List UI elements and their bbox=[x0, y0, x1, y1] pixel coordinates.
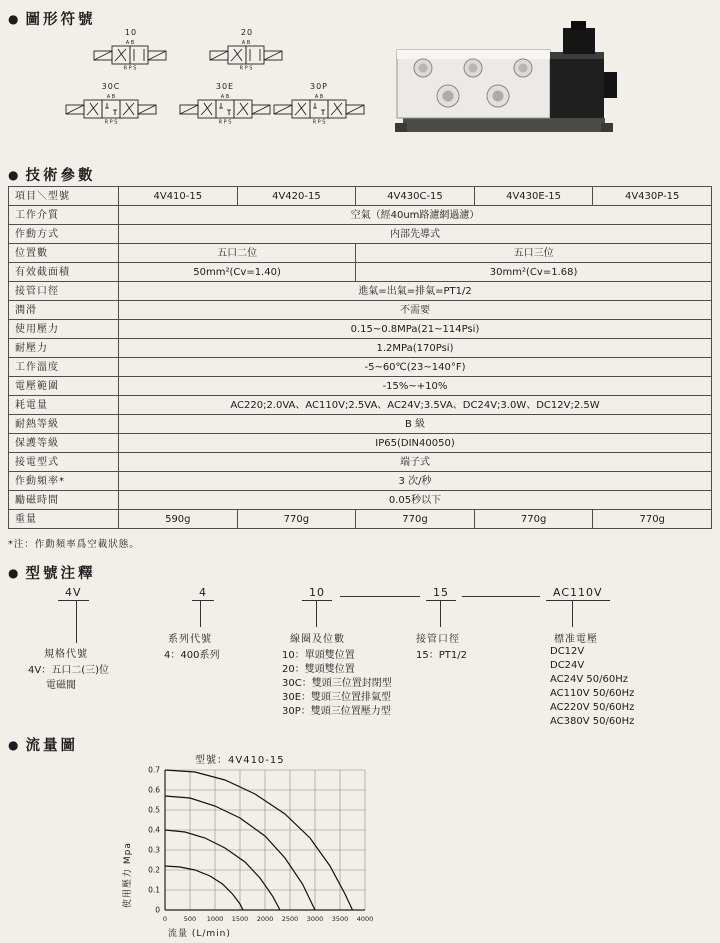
specs-table-wrap bbox=[8, 186, 712, 529]
connector-line bbox=[340, 596, 420, 597]
connector-line bbox=[316, 601, 317, 627]
valve-schematic-icon bbox=[202, 38, 292, 70]
flow-chart bbox=[110, 764, 410, 926]
flow-curve bbox=[165, 770, 353, 910]
spec-value: 五口三位 bbox=[356, 244, 712, 263]
spec-label: 耐壓力 bbox=[9, 339, 119, 358]
model-group-line: 電磁閥 bbox=[46, 680, 76, 691]
spec-value: IP65(DIN40050) bbox=[119, 434, 712, 453]
svg-text:1500: 1500 bbox=[231, 915, 249, 923]
spec-value: 1.2MPa(170Psi) bbox=[119, 339, 712, 358]
model-group-title: 系列代號 bbox=[168, 634, 212, 645]
table-row bbox=[9, 244, 712, 263]
spec-value: 0.15~0.8MPa(21~114Psi) bbox=[119, 320, 712, 339]
flow-chart-xlabel: 流量 (L/min) bbox=[168, 929, 231, 939]
flow-chart-model-label: 型號：4V410-15 bbox=[195, 755, 285, 766]
model-header: 4V430C-15 bbox=[356, 187, 475, 206]
valve-symbol-30C bbox=[56, 82, 166, 124]
model-group-line: AC380V 50/60Hz bbox=[550, 716, 635, 727]
model-header: 4V410-15 bbox=[119, 187, 238, 206]
table-row bbox=[9, 472, 712, 491]
spec-value: 770g bbox=[593, 510, 712, 529]
spec-value: 770g bbox=[237, 510, 356, 529]
model-group-line: 4V：五口二(三)位 bbox=[28, 665, 110, 676]
bullet-icon: ● bbox=[8, 167, 19, 182]
spec-value: 770g bbox=[474, 510, 593, 529]
spec-value: -15%~+10% bbox=[119, 377, 712, 396]
svg-text:3500: 3500 bbox=[331, 915, 349, 923]
spec-label: 接電型式 bbox=[9, 453, 119, 472]
spec-value: 50mm²(Cv=1.40) bbox=[119, 263, 356, 282]
svg-text:500: 500 bbox=[183, 915, 197, 923]
model-notation-diagram bbox=[0, 584, 720, 734]
svg-text:0: 0 bbox=[162, 915, 168, 923]
model-group-title: 規格代號 bbox=[44, 649, 88, 660]
symbol-label: 10 bbox=[124, 28, 138, 37]
spec-value: 空氣（經40um路濾網過濾） bbox=[119, 206, 712, 225]
valve-schematic-icon bbox=[56, 92, 166, 124]
bullet-icon: ● bbox=[8, 11, 19, 26]
spec-value: 五口二位 bbox=[119, 244, 356, 263]
valve-symbol-10 bbox=[86, 28, 176, 70]
spec-label: 潤滑 bbox=[9, 301, 119, 320]
svg-text:0.7: 0.7 bbox=[148, 765, 160, 775]
connector-line bbox=[200, 601, 201, 627]
section-header-flow bbox=[8, 734, 78, 755]
flow-curve bbox=[165, 866, 243, 910]
section-title-flow: 流量圖 bbox=[25, 738, 78, 754]
spec-value: 不需要 bbox=[119, 301, 712, 320]
connector-line bbox=[572, 601, 573, 627]
spec-value: AC220;2.0VA、AC110V;2.5VA、AC24V;3.5VA、DC24V;3.0W、DC12V;2.5W bbox=[119, 396, 712, 415]
specs-table bbox=[8, 186, 712, 529]
connector-line bbox=[440, 601, 441, 627]
table-row bbox=[9, 453, 712, 472]
table-row bbox=[9, 301, 712, 320]
model-group-line: 30P：雙頭三位置壓力型 bbox=[282, 706, 391, 717]
svg-text:0.4: 0.4 bbox=[148, 825, 160, 835]
section-header-specs bbox=[8, 164, 95, 185]
svg-text:3000: 3000 bbox=[306, 915, 324, 923]
spec-label: 使用壓力 bbox=[9, 320, 119, 339]
spec-label: 作動方式 bbox=[9, 225, 119, 244]
spec-label: 重量 bbox=[9, 510, 119, 529]
connector-line bbox=[462, 596, 540, 597]
spec-value: 590g bbox=[119, 510, 238, 529]
spec-value: 内部先導式 bbox=[119, 225, 712, 244]
svg-text:1000: 1000 bbox=[206, 915, 224, 923]
spec-label: 保護等級 bbox=[9, 434, 119, 453]
spec-label: 工作介質 bbox=[9, 206, 119, 225]
flow-chart-ylabel: 使用壓力 Mpa bbox=[123, 842, 133, 908]
symbol-label: 30E bbox=[215, 82, 235, 91]
spec-label: 工作溫度 bbox=[9, 358, 119, 377]
model-group-line: 4：400系列 bbox=[164, 650, 220, 661]
spec-label: 電壓範圍 bbox=[9, 377, 119, 396]
table-row bbox=[9, 434, 712, 453]
model-code-10: 10 bbox=[302, 586, 332, 601]
spec-label: 作動頻率* bbox=[9, 472, 119, 491]
svg-text:0: 0 bbox=[155, 905, 160, 915]
bullet-icon: ● bbox=[8, 737, 19, 752]
model-group-line: 30E：雙頭三位置排氣型 bbox=[282, 692, 392, 703]
spec-label: 耐熱等級 bbox=[9, 415, 119, 434]
svg-text:2000: 2000 bbox=[256, 915, 274, 923]
table-row bbox=[9, 206, 712, 225]
spec-value: 端子式 bbox=[119, 453, 712, 472]
model-code-15: 15 bbox=[426, 586, 456, 601]
section-header-model bbox=[8, 562, 95, 583]
svg-text:4000: 4000 bbox=[356, 915, 374, 923]
table-row bbox=[9, 263, 712, 282]
connector-line bbox=[76, 601, 77, 643]
table-header-row bbox=[9, 187, 712, 206]
valve-symbol-30P bbox=[264, 82, 374, 124]
model-group-title: 線圈及位數 bbox=[290, 634, 345, 645]
spec-value: 3 次/秒 bbox=[119, 472, 712, 491]
model-code-AC110V: AC110V bbox=[546, 586, 610, 601]
model-group-line: AC220V 50/60Hz bbox=[550, 702, 635, 713]
spec-label: 位置數 bbox=[9, 244, 119, 263]
valve-schematic-icon bbox=[86, 38, 176, 70]
svg-text:0.2: 0.2 bbox=[148, 865, 160, 875]
spec-value: 進氣=出氣=排氣=PT1/2 bbox=[119, 282, 712, 301]
specs-footnote: *注：作動頻率爲空載狀態。 bbox=[8, 539, 140, 550]
table-row bbox=[9, 415, 712, 434]
model-header: 4V420-15 bbox=[237, 187, 356, 206]
symbol-label: 30C bbox=[101, 82, 121, 91]
table-row bbox=[9, 320, 712, 339]
svg-text:2500: 2500 bbox=[281, 915, 299, 923]
corner-cell: 項目＼型號 bbox=[9, 187, 119, 206]
spec-value: 30mm²(Cv=1.68) bbox=[356, 263, 712, 282]
model-group-title: 接管口徑 bbox=[416, 634, 460, 645]
model-header: 4V430E-15 bbox=[474, 187, 593, 206]
model-group-line: 10：單頭雙位置 bbox=[282, 650, 355, 661]
model-group-line: 30C：雙頭三位置封閉型 bbox=[282, 678, 392, 689]
svg-text:0.3: 0.3 bbox=[148, 845, 160, 855]
spec-label: 有效截面積 bbox=[9, 263, 119, 282]
model-group-line: DC12V bbox=[550, 646, 585, 657]
spec-value: 0.05秒以下 bbox=[119, 491, 712, 510]
bullet-icon: ● bbox=[8, 565, 19, 580]
model-group-line: AC24V 50/60Hz bbox=[550, 674, 628, 685]
table-row bbox=[9, 377, 712, 396]
section-header-symbols bbox=[8, 8, 95, 29]
table-row bbox=[9, 491, 712, 510]
valve-product-photo bbox=[395, 20, 630, 142]
spec-value: 770g bbox=[356, 510, 475, 529]
svg-text:0.1: 0.1 bbox=[148, 885, 160, 895]
section-title-model: 型號注釋 bbox=[25, 566, 96, 582]
table-row bbox=[9, 396, 712, 415]
model-code-4V: 4V bbox=[58, 586, 89, 601]
spec-label: 耗電量 bbox=[9, 396, 119, 415]
spec-label: 接管口徑 bbox=[9, 282, 119, 301]
svg-text:0.5: 0.5 bbox=[148, 805, 160, 815]
spec-value: -5~60℃(23~140°F) bbox=[119, 358, 712, 377]
model-group-line: DC24V bbox=[550, 660, 585, 671]
table-row bbox=[9, 339, 712, 358]
valve-symbol-20 bbox=[202, 28, 292, 70]
section-title-specs: 技術參數 bbox=[25, 168, 96, 184]
model-group-line: 15：PT1/2 bbox=[416, 650, 467, 661]
spec-value: B 級 bbox=[119, 415, 712, 434]
model-group-title: 標准電壓 bbox=[554, 634, 598, 645]
table-row bbox=[9, 510, 712, 529]
model-code-4: 4 bbox=[192, 586, 214, 601]
symbol-label: 20 bbox=[240, 28, 254, 37]
svg-text:0.6: 0.6 bbox=[148, 785, 160, 795]
table-row bbox=[9, 282, 712, 301]
valve-schematic-icon bbox=[264, 92, 374, 124]
model-group-line: 20：雙頭雙位置 bbox=[282, 664, 355, 675]
symbol-label: 30P bbox=[309, 82, 328, 91]
section-title-symbols: 圖形符號 bbox=[25, 12, 96, 28]
model-header: 4V430P-15 bbox=[593, 187, 712, 206]
spec-label: 勵磁時間 bbox=[9, 491, 119, 510]
table-row bbox=[9, 358, 712, 377]
model-group-line: AC110V 50/60Hz bbox=[550, 688, 635, 699]
table-row bbox=[9, 225, 712, 244]
